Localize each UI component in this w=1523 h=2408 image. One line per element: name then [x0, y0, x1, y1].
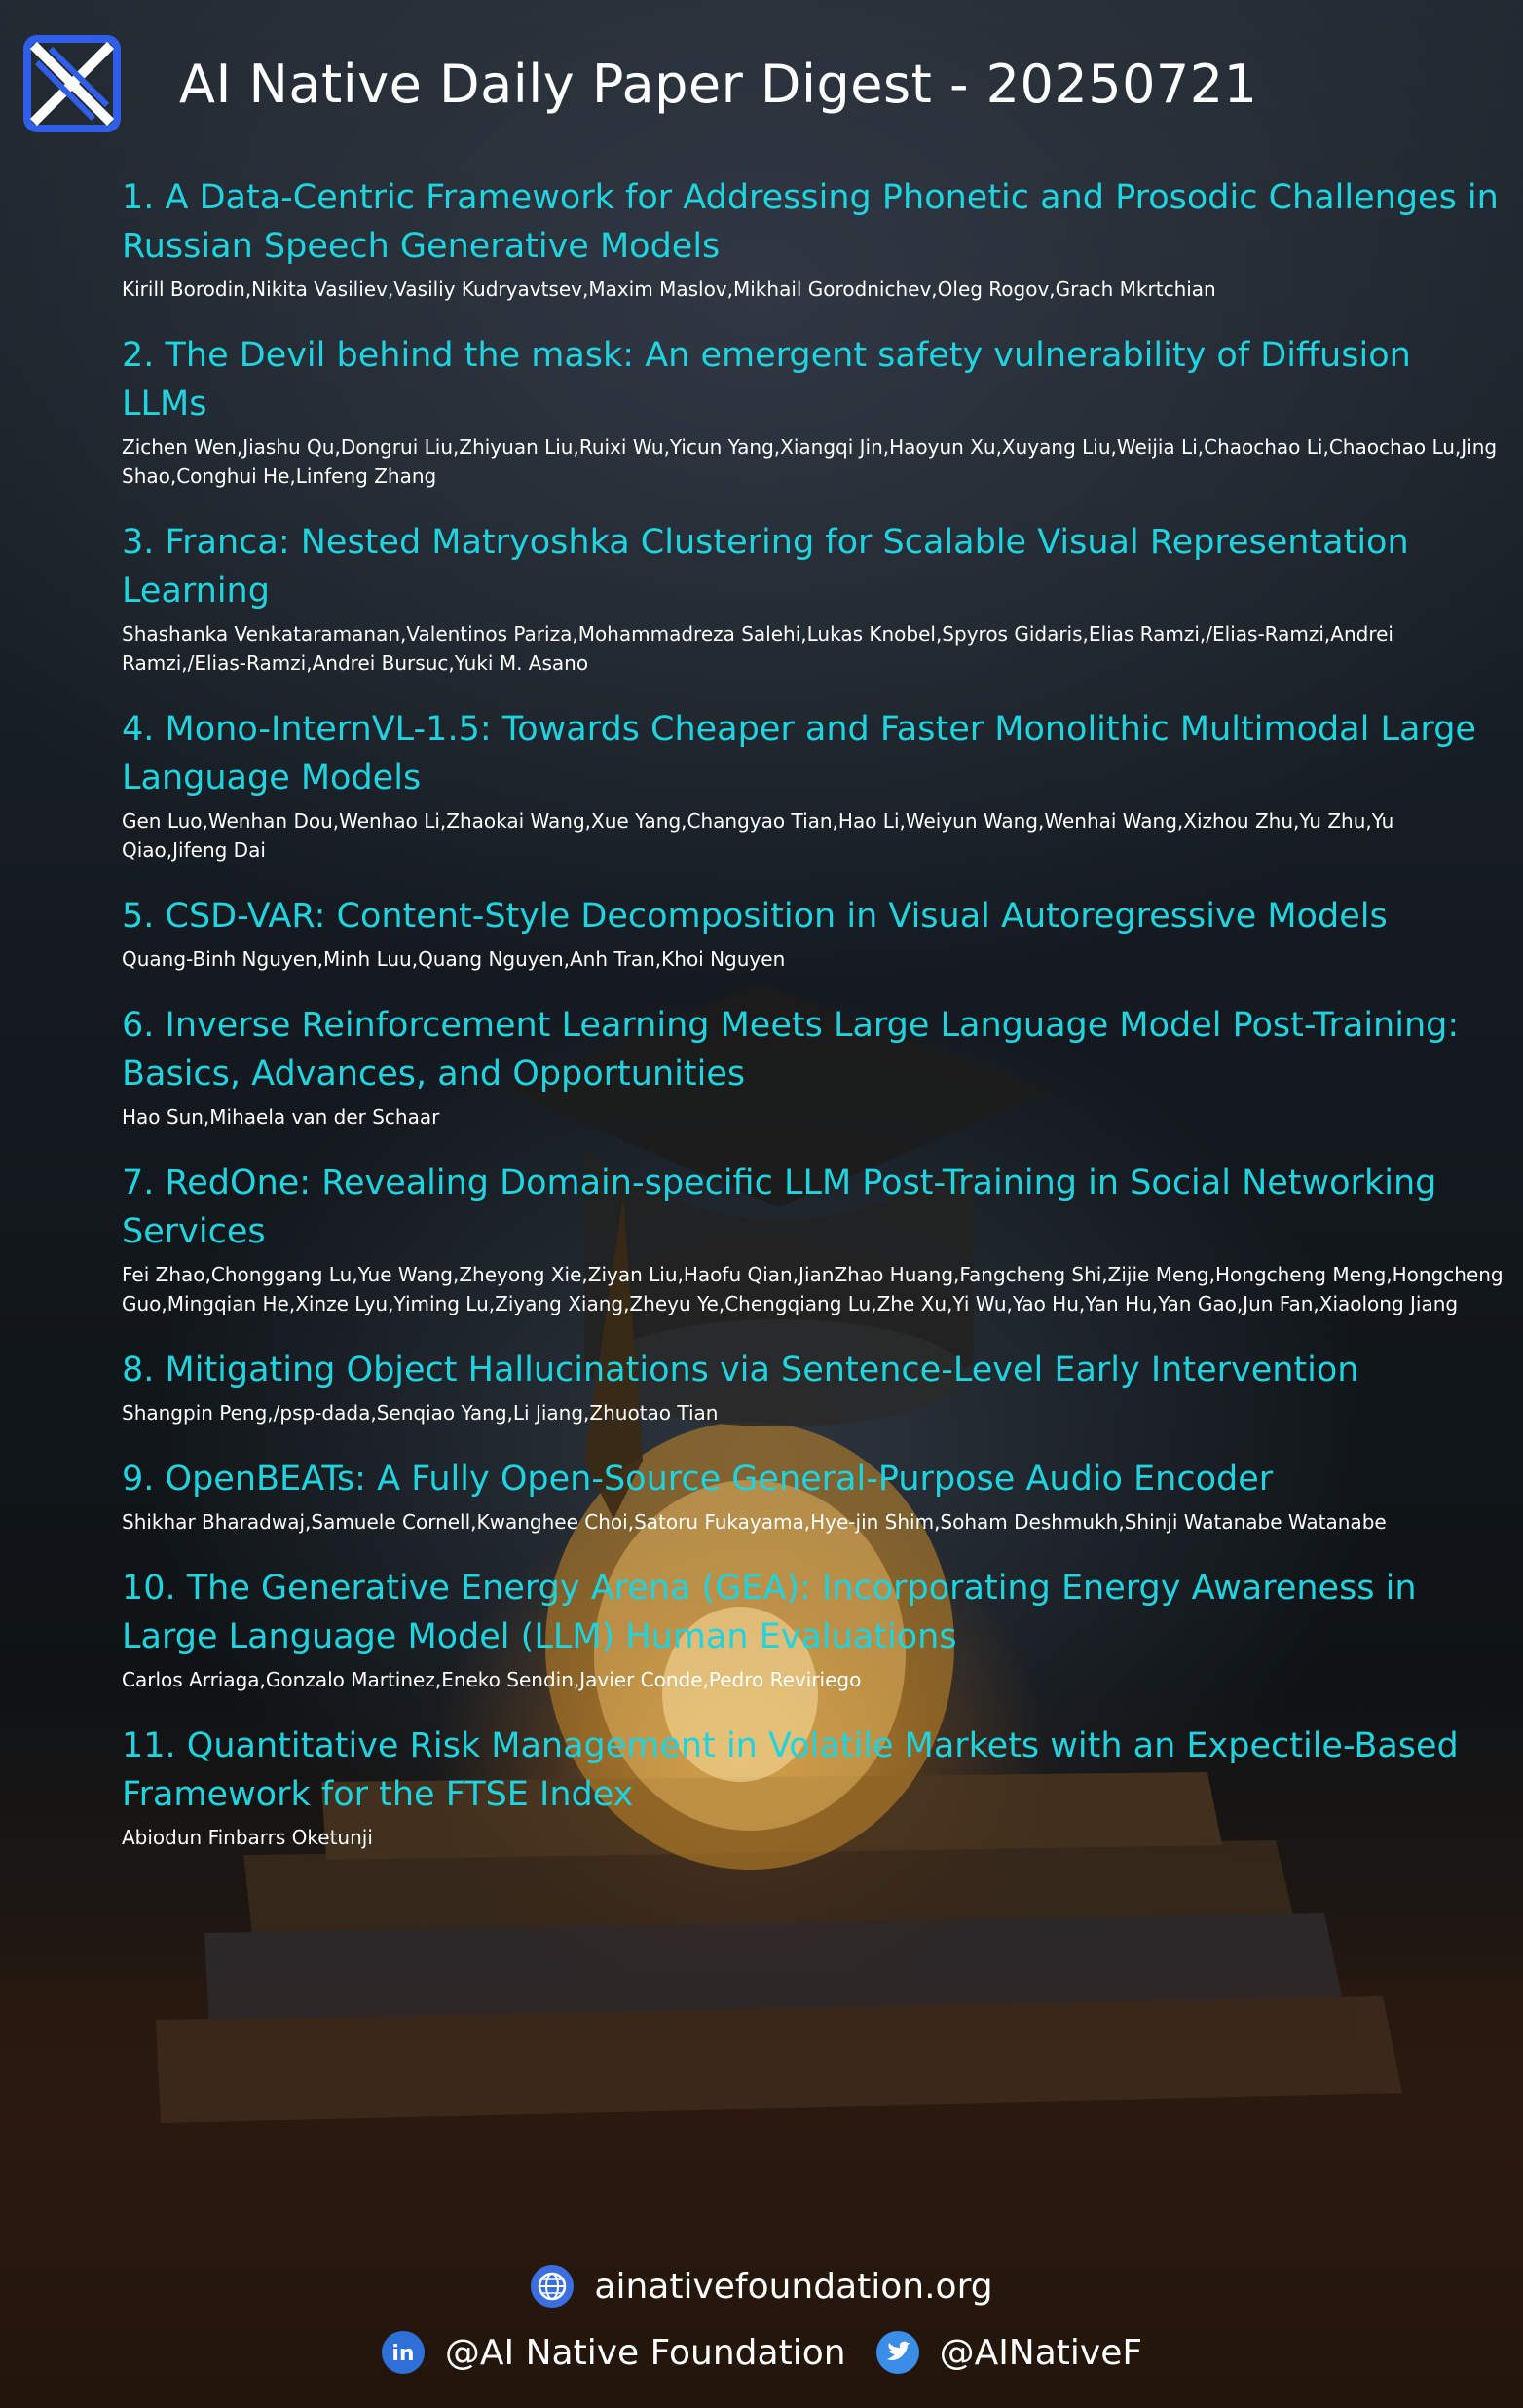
- paper-authors: Carlos Arriaga,Gonzalo Martinez,Eneko Sendin,Javier Conde,Pedro Reviriego: [122, 1668, 862, 1691]
- svg-text:in: in: [391, 2342, 415, 2366]
- header: [23, 35, 1258, 132]
- linkedin-icon: [381, 2330, 426, 2375]
- paper-item: [122, 1455, 1504, 1537]
- paper-title-link[interactable]: 6. Inverse Reinforcement Learning Meets Large Language Model Post-Training: Basics, Advances, and Opportunities: [122, 1006, 1460, 1093]
- paper-item: [122, 331, 1504, 491]
- paper-title-link[interactable]: 3. Franca: Nested Matryoshka Clustering for Scalable Visual Representation Learning: [122, 523, 1409, 611]
- website-link[interactable]: ainativefoundation.org: [594, 2266, 993, 2307]
- paper-title-link[interactable]: 5. CSD-VAR: Content-Style Decomposition in Visual Autoregressive Models: [122, 897, 1388, 936]
- paper-authors: Hao Sun,Mihaela van der Schaar: [122, 1105, 440, 1129]
- paper-title-link[interactable]: 7. RedOne: Revealing Domain-specific LLM Post-Training in Social Networking Services: [122, 1164, 1437, 1251]
- paper-title-link[interactable]: 2. The Devil behind the mask: An emergent safety vulnerability of Diffusion LLMs: [122, 336, 1411, 424]
- paper-authors: Shikhar Bharadwaj,Samuele Cornell,Kwanghee Choi,Satoru Fukayama,Hye-jin Shim,Soham Deshmukh,Shinji Watanabe Watanabe: [122, 1510, 1387, 1534]
- twitter-icon: [875, 2330, 920, 2375]
- paper-title-link[interactable]: 9. OpenBEATs: A Fully Open-Source General-Purpose Audio Encoder: [122, 1460, 1274, 1499]
- paper-authors: Zichen Wen,Jiashu Qu,Dongrui Liu,Zhiyuan Liu,Ruixi Wu,Yicun Yang,Xiangqi Jin,Haoyun Xu,Xuyang Liu,Weijia Li,Chaochao Li,Chaochao Lu,Jing Shao,Conghui He,Linfeng Zhang: [122, 435, 1498, 488]
- paper-item: [122, 1346, 1504, 1427]
- footer-social-row: [0, 2323, 1523, 2382]
- paper-item: [122, 518, 1504, 678]
- paper-title-link[interactable]: 4. Mono-InternVL-1.5: Towards Cheaper and Faster Monolithic Multimodal Large Language Models: [122, 710, 1476, 797]
- twitter-link[interactable]: @AINativeF: [939, 2332, 1143, 2373]
- paper-authors: Quang-Binh Nguyen,Minh Luu,Quang Nguyen,Anh Tran,Khoi Nguyen: [122, 947, 786, 971]
- paper-title-link[interactable]: 11. Quantitative Risk Management in Volatile Markets with an Expectile-Based Framework for the FTSE Index: [122, 1726, 1459, 1814]
- paper-item: [122, 892, 1504, 974]
- paper-authors: Shashanka Venkataramanan,Valentinos Pariza,Mohammadreza Salehi,Lukas Knobel,Spyros Gidaris,Elias Ramzi,/Elias-Ramzi,Andrei Ramzi,/Elias-Ramzi,Andrei Bursuc,Yuki M. Asano: [122, 622, 1393, 675]
- paper-title-link[interactable]: 8. Mitigating Object Hallucinations via Sentence-Level Early Intervention: [122, 1351, 1359, 1389]
- paper-item: [122, 173, 1504, 304]
- footer-website-row: [0, 2257, 1523, 2315]
- paper-authors: Abiodun Finbarrs Oketunji: [122, 1826, 373, 1849]
- paper-authors: Shangpin Peng,/psp-dada,Senqiao Yang,Li Jiang,Zhuotao Tian: [122, 1401, 719, 1425]
- paper-item: [122, 1159, 1504, 1318]
- paper-item: [122, 705, 1504, 865]
- linkedin-link[interactable]: @AI Native Foundation: [444, 2332, 846, 2373]
- page-title: AI Native Daily Paper Digest - 20250721: [179, 53, 1258, 115]
- paper-authors: Fei Zhao,Chonggang Lu,Yue Wang,Zheyong Xie,Ziyan Liu,Haofu Qian,JianZhao Huang,Fangcheng Shi,Zijie Meng,Hongcheng Meng,Hongcheng Guo,Mingqian He,Xinze Lyu,Yiming Lu,Ziyang Xiang,Zheyu Ye,Chengqiang Lu,Zhe Xu,Yi Wu,Yao Hu,Yan Hu,Yan Gao,Jun Fan,Xiaolong Jiang: [122, 1263, 1504, 1315]
- footer: [0, 2257, 1523, 2389]
- paper-item: [122, 1564, 1504, 1694]
- paper-item: [122, 1001, 1504, 1131]
- paper-item: [122, 1722, 1504, 1852]
- paper-authors: Kirill Borodin,Nikita Vasiliev,Vasiliy Kudryavtsev,Maxim Maslov,Mikhail Gorodnichev,Oleg Rogov,Grach Mkrtchian: [122, 278, 1216, 301]
- paper-list: [122, 173, 1504, 1879]
- globe-icon: [530, 2264, 575, 2309]
- paper-title-link[interactable]: 1. A Data-Centric Framework for Addressing Phonetic and Prosodic Challenges in Russian Speech Generative Models: [122, 178, 1499, 266]
- paper-title-link[interactable]: 10. The Generative Energy Arena (GEA): Incorporating Energy Awareness in Large Language Model (LLM) Human Evaluations: [122, 1569, 1417, 1656]
- ai-native-logo-icon: [23, 35, 121, 132]
- paper-authors: Gen Luo,Wenhan Dou,Wenhao Li,Zhaokai Wang,Xue Yang,Changyao Tian,Hao Li,Weiyun Wang,Wenhai Wang,Xizhou Zhu,Yu Zhu,Yu Qiao,Jifeng Dai: [122, 809, 1394, 862]
